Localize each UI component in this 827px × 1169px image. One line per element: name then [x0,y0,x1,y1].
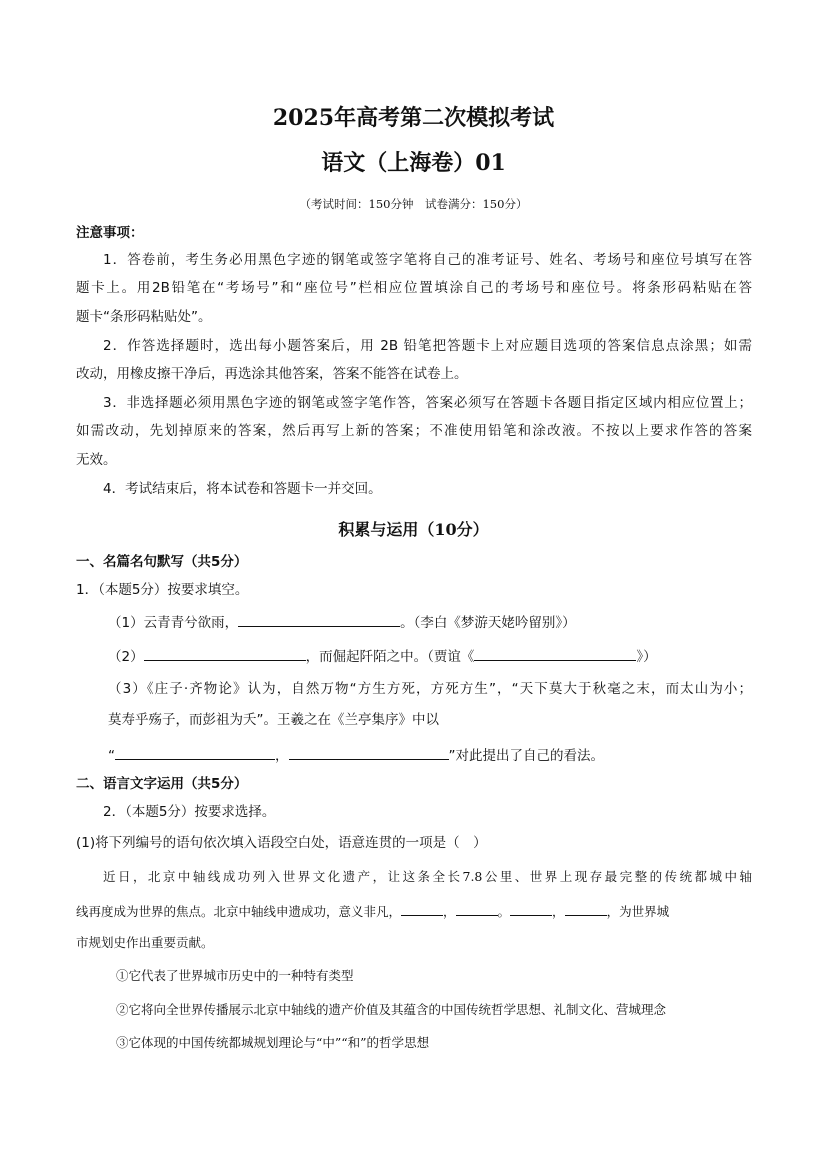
q1-item-3-line1: （3）《庄子·齐物论》认为，自然万物“方生方死，方死方生”，“天下莫大于秋毫之末，而太山为小； [108,681,752,697]
passage-line: 近日，北京中轴线成功列入世界文化遗产，让这条全长7.8公里、世界上现存最完整的传统都城中轴 [103,869,752,884]
passage-blank [510,902,552,916]
note-line: 题卡上。用2B铅笔在“考场号”和“座位号”栏相应位置填涂自己的考场号和座位号。将条形码粘贴在答 [76,280,752,296]
q1-item-3-end: ”对此提出了自己的看法。 [448,748,604,764]
comma: ， [552,904,565,919]
q1-item-2 [108,647,784,666]
note-line: 1．答卷前，考生务必用黑色字迹的钢笔或签字笔将自己的准考证号、姓名、考场号和座位号填写在答 [103,252,752,268]
q1-item-2-close: 》） [636,649,657,665]
section1-heading: 一、名篇名句默写（共5分） [76,554,248,570]
question-2: 2．（本题5分）按要求选择。 [103,804,276,820]
passage-blank [565,902,607,916]
note-line: 改动，用橡皮擦干净后，再选涂其他答案，答案不能答在试卷上。 [76,366,468,382]
note-line: 如需改动，先划掉原来的答案，然后再写上新的答案；不准使用铅笔和涂改液。不按以上要求作答的答案 [76,423,752,439]
period: 。 [497,904,511,919]
part-title: 积累与运用（10分） [338,520,489,539]
note-line: 4．考试结束后，将本试卷和答题卡一并交回。 [103,481,382,497]
question-2-sub1: (1)将下列编号的语句依次填入语段空白处，语意连贯的一项是（ ） [76,835,487,851]
exam-info: （考试时间：150分钟 试卷满分：150分） [299,197,528,211]
q1-item-2-label: （2） [108,649,144,665]
q1-item-1 [108,613,784,632]
page-title: 2025年高考第二次模拟考试 [272,105,555,131]
note-line: 2．作答选择题时，选出每小题答案后，用 2B 铅笔把答题卡上对应题目选项的答案信息点涂黑；如需 [103,338,752,354]
answer-blank[interactable] [115,746,275,760]
note-line: 题卡“条形码粘贴处”。 [76,309,212,325]
q1-item-1-text: （1）云青青兮欲雨， [108,615,239,631]
notes-heading: 注意事项： [76,225,144,241]
answer-blank[interactable] [289,746,449,760]
passage-line [76,902,752,921]
option-3: ③它体现的中国传统都城规划理论与“中”“和”的哲学思想 [116,1035,430,1050]
q1-item-3-line2: 莫寿乎殇子，而彭祖为夭”。王羲之在《兰亭集序》中以 [108,712,439,728]
passage-text: ，为世界城 [606,904,670,919]
option-2: ②它将向全世界传播展示北京中轴线的遗产价值及其蕴含的中国传统哲学思想、礼制文化、营城理念 [116,1002,667,1017]
q1-item-2-text: ，而倔起阡陌之中。（贾谊《 [305,649,475,665]
passage-blank [401,902,443,916]
answer-blank[interactable] [238,613,400,627]
page-subtitle: 语文（上海卷）01 [321,150,506,176]
open-quote: “ [108,748,115,764]
option-1: ①它代表了世界城市历史中的一种特有类型 [116,968,354,983]
passage-text: 线再度成为世界的焦点。北京中轴线申遗成功，意义非凡， [76,904,402,919]
passage-blank [456,902,498,916]
q1-item-3-line3 [108,746,784,765]
comma: ， [443,904,456,919]
note-line: 无效。 [76,452,117,468]
answer-blank[interactable] [144,647,306,661]
section2-heading: 二、语言文字运用（共5分） [76,776,248,792]
note-line: 3．非选择题必须用黑色字迹的钢笔或签字笔作答，答案必须写在答题卡各题目指定区域内相应位置上； [103,395,752,411]
q1-item-1-source: 。（李白《梦游天姥吟留别》） [400,615,576,631]
answer-blank[interactable] [474,647,636,661]
question-1: 1．（本题5分）按要求填空。 [76,582,249,598]
passage-line: 市规划史作出重要贡献。 [76,935,214,950]
comma: ， [275,748,289,764]
